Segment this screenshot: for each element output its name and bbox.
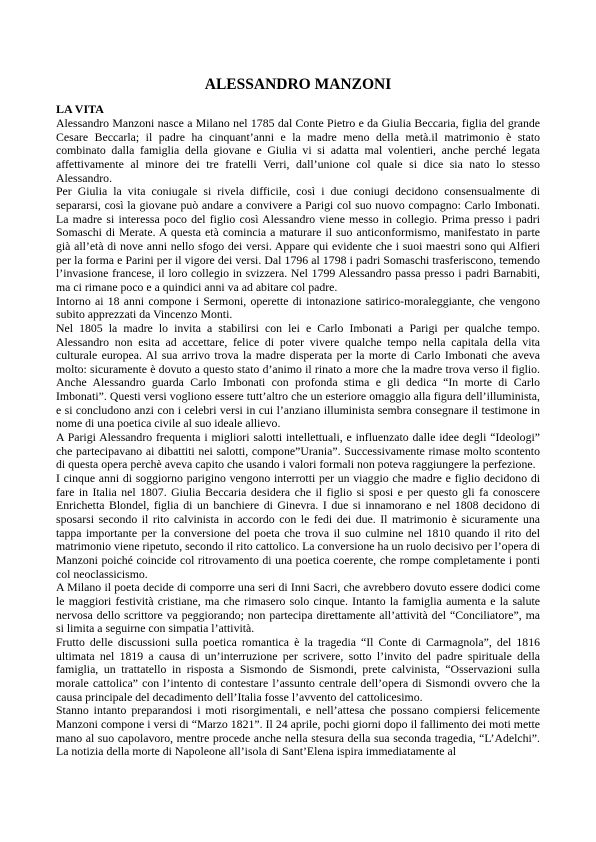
paragraph: Alessandro Manzoni nasce a Milano nel 1785 dal Conte Pietro e da Giulia Beccaria, figlia del grande Cesare Beccarla; il padre ha cinquant’anni e la madre meno della metà.il matrimonio è stato combinato dalla famiglia della giovane e Giulia vi si adatta mal volentieri, anche perché legata affettivamente al minore dei tre fratelli Verri, dall’unione col quale si dice sia nato lo stesso Alessandro. — [56, 116, 540, 185]
paragraph: Frutto delle discussioni sulla poetica romantica è la tragedia “Il Conte di Carmagnola”, del 1816 ultimata nel 1819 a causa di un’interruzione per scrivere, sotto l’invito del padre spirituale della famiglia, un trattatello in risposta a Sismondo de Sismondi, prete calvinista, “Osservazioni sulla morale cattolica” con l’intento di contestare l’assunto centrale dell’opera di Sismondi ovvero che la causa principale del decadimento dell’Italia fosse l’avvento del cattolicesimo. — [56, 634, 540, 704]
paragraph: I cinque anni di soggiorno parigino vengono interrotti per un viaggio che madre e figlio decidono di fare in Italia nel 1807. Giulia Beccaria desidera che il figlio si sposi e per questo gli fa conoscere Enrichetta Blondel, figlia di un banchiere di Ginevra. I due si innamorano e nel 1808 decidono di sposarsi secondo il rito calvinista in accordo con le fedi dei due. Il matrimonio è sicuramente una tappa importante per la conversione del poeta che trova il suo culmine nel 1810 quando il rito del matrimonio viene ripetuto, secondo il rito cattolico. La conversione ha un ruolo decisivo per l’opera di Manzoni poiché coincide col ritrovamento di una poetica coerente, che rompe completamente i ponti col neoclassicismo. — [56, 471, 540, 581]
paragraph: Stanno intanto preparandosi i moti risorgimentali, e nell’attesa che possano compiersi felicemente Manzoni compone i versi di “Marzo 1821”. Il 24 aprile, pochi giorni dopo il fallimento dei moti mette mano al suo capolavoro, mentre procede anche nella stesura della sua seconda tragedia, “L’Adelchi”. La notizia della morte di Napoleone all’isola di Sant’Elena ispira immediatamente al — [56, 703, 540, 759]
section-heading: LA VITA — [56, 102, 104, 116]
paragraph: Per Giulia la vita coniugale si rivela difficile, così i due coniugi decidono consensualmente di separarsi, così la giovane può andare a convivere a Parigi col suo nuovo compagno: Carlo Imbonati. La madre si interessa poco del figlio così Alessandro viene messo in collegio. Prima presso i padri Somaschi di Merate. A questa età comincia a maturare il suo anticonformismo, manifestato in parte già all’età di nove anni nello sfogo dei versi. Appare qui evidente che i suoi maestri sono qui Alfieri per la forma e Parini per il vigore dei versi. Dal 1796 al 1798 i padri Somaschi trasferiscono, temendo l’invasione francese, il loro collegio in svizzera. Nel 1799 Alessandro passa presso i padri Barnabiti, ma ci rimane poco e a quindici anni va ad abitare col padre. — [56, 184, 540, 294]
paragraph: A Milano il poeta decide di comporre una seri di Inni Sacri, che avrebbero dovuto essere dodici come le maggiori festività cristiane, ma che rimasero solo cinque. Intanto la famiglia aumenta e la salute nervosa dello scrittore va peggiorando; non partecipa direttamente all’attività del “Conciliatore”, ma si limita a seguirne con simpatia l’attività. — [56, 580, 540, 636]
paragraph: Nel 1805 la madre lo invita a stabilirsi con lei e Carlo Imbonati a Parigi per qualche tempo. Alessandro non esita ad accettare, felice di poter vivere qualche tempo nella capitala della vita culturale europea. Al sua arrivo trova la madre disperata per la morte di Carlo Imbonati che aveva molto: sicuramente è dovuto a questo stato d’animo il rinato a more che la madre trova verso il figlio. Anche Alessandro guarda Carlo Imbonati con profonda stima e gli dedica “In morte di Carlo Imbonati”. Questi versi vogliono essere tutt’altro che un esteriore omaggio alla figura dell’illuminista, e si concludono anzi con i celebri versi in cui l’anziano illuminista sembra consegnare il testimone in nome di una poetica civile al suo ideale allievo. — [56, 320, 540, 431]
document-body — [56, 117, 540, 759]
page-title: ALESSANDRO MANZONI — [204, 76, 392, 93]
paragraph: Intorno ai 18 anni compone i Sermoni, operette di intonazione satirico-moraleggiante, che vengono subito apprezzati da Vincenzo Monti. — [56, 293, 540, 322]
paragraph: A Parigi Alessandro frequenta i migliori salotti intellettuali, e influenzato dalle idee degli “Ideologi” che partecipavano ai dibattiti nei salotti, compone”Urania”. Successivamente rimase molto scontento di questa opera perchè aveva capito che usando i valori formali non poteva raggiungere la perfezione. — [56, 430, 540, 472]
